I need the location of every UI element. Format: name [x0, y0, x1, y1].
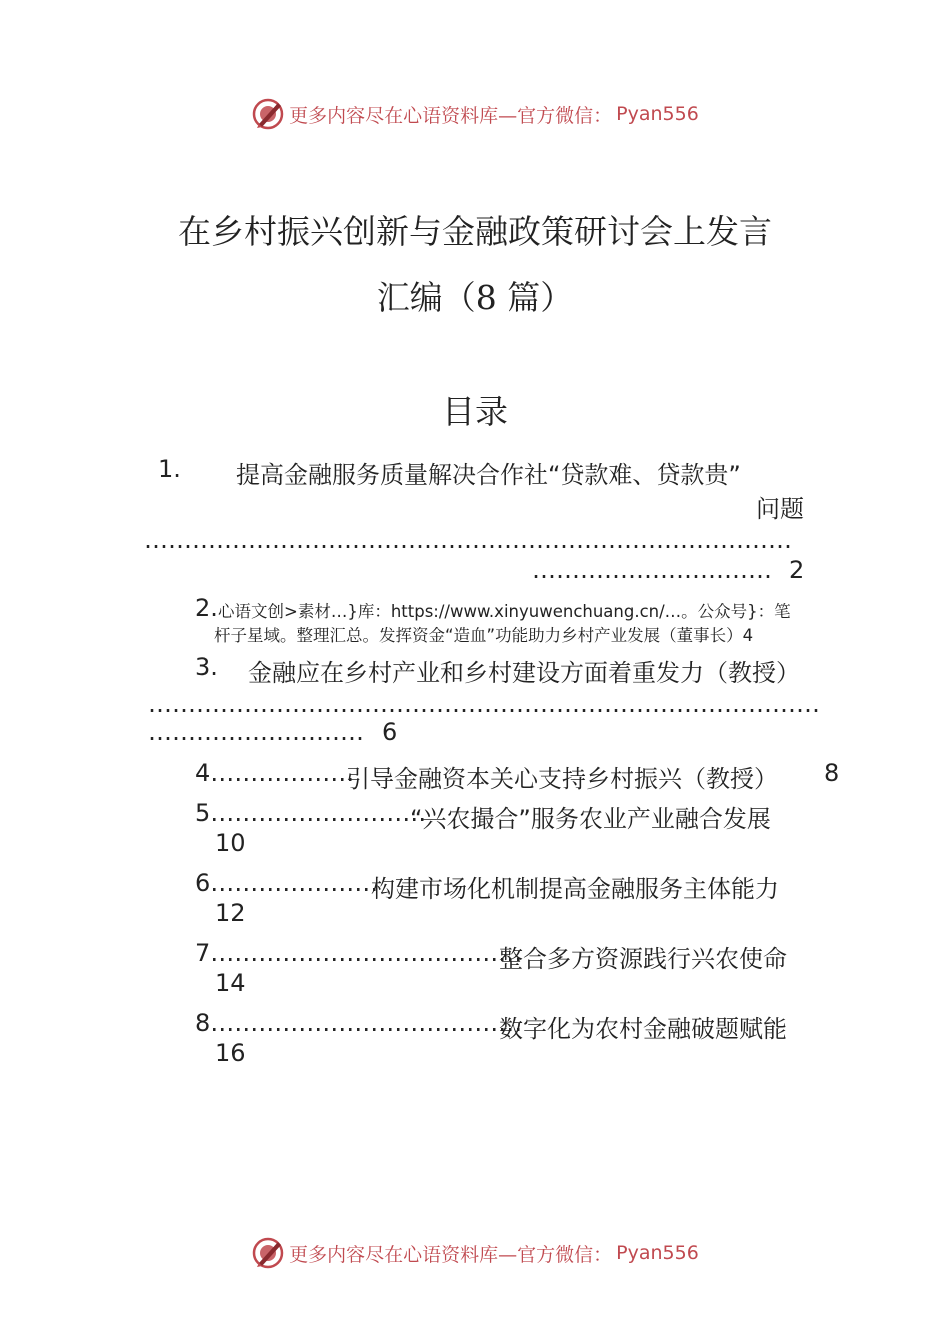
header-banner-text: 更多内容尽在心语资料库—官方微信： — [289, 104, 613, 127]
footer-wechat-id: Pyan556 — [616, 1242, 699, 1264]
toc-item5-title: “兴农撮合”服务农业产业融合发展 — [410, 805, 771, 833]
header-wechat-id: Pyan556 — [616, 103, 699, 125]
footer-banner — [0, 1233, 950, 1273]
toc-item1-page: 2 — [789, 556, 805, 584]
document-title-line2: 汇编（8 篇） — [376, 278, 574, 317]
toc-item1-number: 1. — [158, 455, 181, 483]
header-banner — [0, 94, 950, 134]
toc-item4-leader: 4……………… — [195, 759, 355, 787]
toc-item4-title: 引导金融资本关心支持乡村振兴（教授） — [346, 765, 778, 793]
footer-banner-text: 更多内容尽在心语资料库—官方微信： — [289, 1243, 613, 1266]
toc-item1-title: 提高金融服务质量解决合作社“贷款难、贷款贵” — [236, 461, 741, 489]
toc-item1-leader-dots-cont: ………………………… — [532, 556, 772, 584]
toc-item1-leader-dots: ……………………………………………………………………… — [144, 526, 792, 554]
toc-item6-title: 构建市场化机制提高金融服务主体能力 — [371, 875, 779, 903]
toc-item8-leader: 8………………………………… — [195, 1009, 523, 1037]
pen-seal-icon — [251, 97, 285, 131]
toc-item6-leader: 6………………… — [195, 869, 379, 897]
toc-item3-page: 6 — [382, 718, 398, 746]
toc-item5-leader: 5……………………… — [195, 799, 427, 827]
toc-item7-page: 14 — [215, 969, 246, 997]
toc-item6-page: 12 — [215, 899, 246, 927]
toc-item8-title: 数字化为农村金融破题赋能 — [499, 1015, 787, 1043]
toc-item7-title: 整合多方资源践行兴农使命 — [499, 945, 787, 973]
toc-item4-page: 8 — [824, 759, 840, 787]
toc-item2-number: 2. — [195, 594, 218, 622]
toc-item8-page: 16 — [215, 1039, 246, 1067]
toc-item1-title-cont: 问题 — [756, 495, 804, 523]
toc-item3-leader-dots-cont: ……………………… — [148, 718, 364, 746]
document-title-line1: 在乡村振兴创新与金融政策研讨会上发言 — [178, 212, 772, 251]
toc-item5-page: 10 — [215, 829, 246, 857]
pen-seal-icon — [251, 1236, 285, 1270]
toc-item3-leader-dots: ………………………………………………………………………… — [148, 690, 820, 718]
toc-heading: 目录 — [442, 392, 508, 431]
toc-item2-line1: 心语文创>素材…}库：https://www.xinyuwenchuang.cn/…。公众号}：笔 — [218, 602, 791, 621]
toc-item2-line2: 杆子星域。整理汇总。发挥资金“造血”功能助力乡村产业发展（董事长）4 — [214, 626, 754, 645]
toc-item3-title: 金融应在乡村产业和乡村建设方面着重发力（教授） — [248, 659, 800, 687]
toc-item7-leader: 7………………………………… — [195, 939, 523, 967]
toc-item3-number: 3. — [195, 653, 218, 681]
